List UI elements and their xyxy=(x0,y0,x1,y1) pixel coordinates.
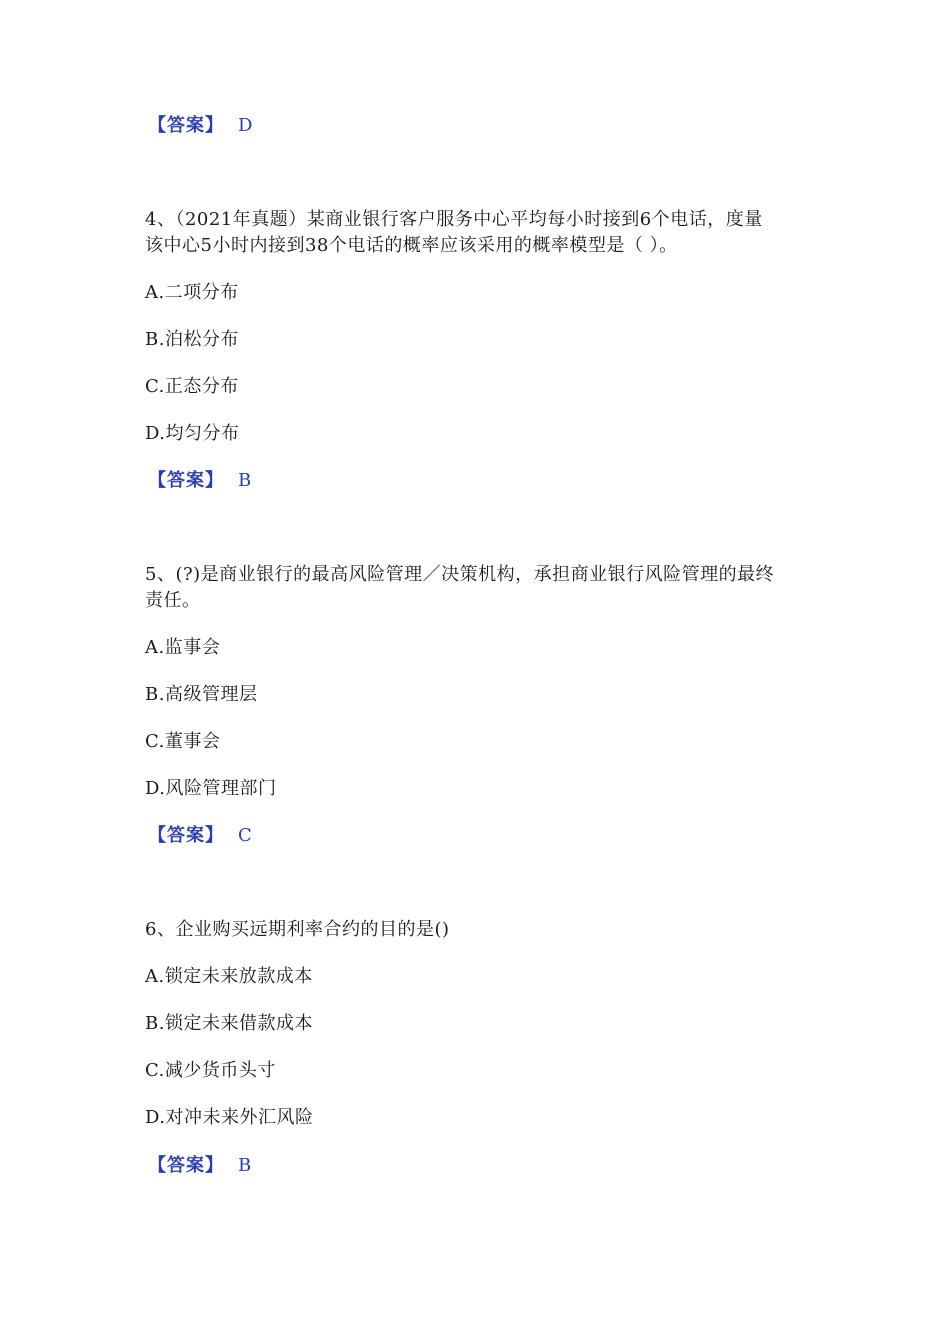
question-4-option-a: A.二项分布 xyxy=(145,282,239,303)
answer-value: C xyxy=(238,825,252,846)
question-5-option-b: B.高级管理层 xyxy=(145,684,258,705)
question-6-option-a: A.锁定未来放款成本 xyxy=(145,966,313,987)
answer-value: B xyxy=(238,470,252,491)
question-6-option-b: B.锁定未来借款成本 xyxy=(145,1013,313,1034)
question-6-line-1: 6、企业购买远期利率合约的目的是() xyxy=(145,919,450,940)
answer-row xyxy=(148,1154,251,1178)
question-6-option-d: D.对冲未来外汇风险 xyxy=(145,1107,314,1128)
question-4-option-d: D.均匀分布 xyxy=(145,423,240,444)
answer-row xyxy=(148,469,251,493)
question-4-line-1: 4、（2021年真题）某商业银行客户服务中心平均每小时接到6个电话，度量 xyxy=(145,209,763,230)
question-5-line-2: 责任。 xyxy=(145,590,201,611)
question-5-option-c: C.董事会 xyxy=(145,731,221,752)
question-4-option-b: B.泊松分布 xyxy=(145,329,239,350)
answer-label: 【答案】 xyxy=(148,470,224,491)
answer-value: D xyxy=(238,115,253,136)
answer-value: B xyxy=(238,1155,252,1176)
question-5-option-d: D.风险管理部门 xyxy=(145,778,277,799)
question-5-option-a: A.监事会 xyxy=(145,637,221,658)
answer-label: 【答案】 xyxy=(148,1155,224,1176)
question-4-option-c: C.正态分布 xyxy=(145,376,239,397)
question-5-line-1: 5、(?)是商业银行的最高风险管理／决策机构，承担商业银行风险管理的最终 xyxy=(145,564,775,585)
question-6-option-c: C.减少货币头寸 xyxy=(145,1060,276,1081)
answer-label: 【答案】 xyxy=(148,825,224,846)
answer-row xyxy=(148,824,252,848)
answer-label: 【答案】 xyxy=(148,115,224,136)
answer-row xyxy=(148,114,252,138)
question-4-line-2: 该中心5小时内接到38个电话的概率应该采用的概率模型是（ ）。 xyxy=(145,235,678,256)
